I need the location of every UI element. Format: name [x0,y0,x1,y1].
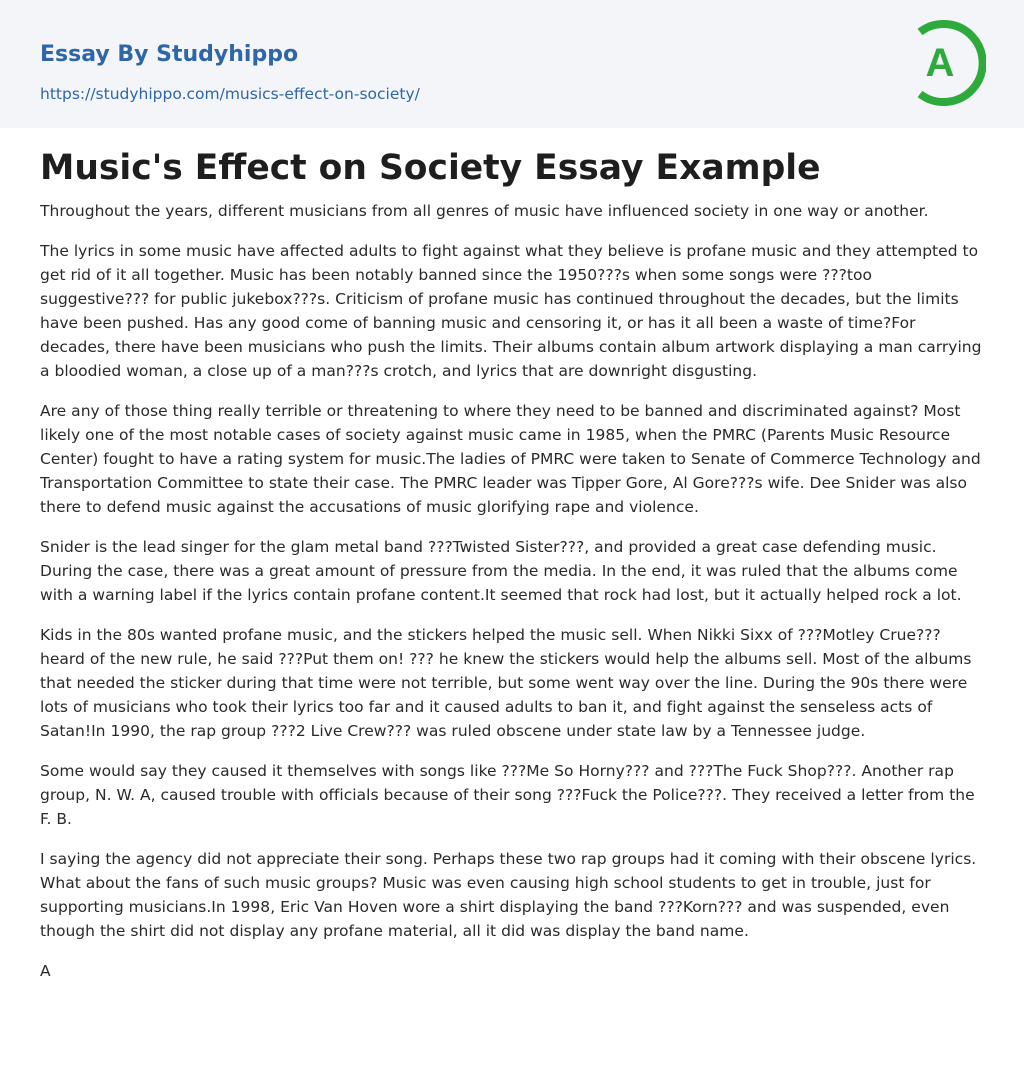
essay-paragraph: Some would say they caused it themselves with songs like ???Me So Horny??? and ???The Fuck Shop???. Another rap group, N. W. A, caused trouble with officials because of their song ???Fuck the Police???. They received a letter from the F. B. [40,762,975,828]
brand-title[interactable]: Essay By Studyhippo [40,42,299,67]
essay-paragraph: Snider is the lead singer for the glam metal band ???Twisted Sister???, and provided a great case defending music. During the case, there was a great amount of pressure from the media. In the end, it was ruled that the albums come with a warning label if the lyrics contain profane content.It seemed that rock had lost, but it actually helped rock a lot. [40,538,962,604]
essay-paragraph: I saying the agency did not appreciate their song. Perhaps these two rap groups had it coming with their obscene lyrics. What about the fans of such music groups? Music was even causing high school students to get in trouble, just for supporting musicians.In 1998, Eric Van Hoven wore a shirt displaying the band ???Korn??? and was suspended, even though the shirt did not display any profane material, all it did was display the band name. [40,850,977,940]
page-title: Music's Effect on Society Essay Example [40,148,821,188]
essay-paragraph: Are any of those thing really terrible or threatening to where they need to be banned and discriminated against? Most likely one of the most notable cases of society against music came in 1985, when the PMRC (Parents Music Resource Center) fought to have a rating system for music.The ladies of PMRC were taken to Senate of Commerce Technology and Transportation Committee to state their case. The PMRC leader was Tipper Gore, Al Gore???s wife. Dee Snider was also there to defend music against the accusations of music glorifying rape and violence. [40,402,981,516]
source-url-link[interactable]: https://studyhippo.com/musics-effect-on-society/ [40,85,420,103]
logo-letter: A [925,41,955,85]
essay-paragraph: A [40,962,51,980]
essay-paragraph: Kids in the 80s wanted profane music, and the stickers helped the music sell. When Nikki Sixx of ???Motley Crue??? heard of the new rule, he said ???Put them on! ??? he knew the stickers would help the albums sell. Most of the albums that needed the sticker during that time were not terrible, but some went way over the line. During the 90s there were lots of musicians who took their lyrics too far and it caused adults to ban it, and fight against the senseless acts of Satan!In 1990, the rap group ???2 Live Crew??? was ruled obscene under state law by a Tennessee judge. [40,626,972,740]
essay-body [40,146,984,999]
essay-paragraph: The lyrics in some music have affected adults to fight against what they believe is profane music and they attempted to get rid of it all together. Music has been notably banned since the 1950???s when some songs were ???too suggestive??? for public jukebox???s. Criticism of profane music has continued throughout the decades, but the limits have been pushed. Has any good come of banning music and censoring it, or has it all been a waste of time?For decades, there have been musicians who push the limits. Their albums contain album artwork displaying a man carrying a bloodied woman, a close up of a man???s crotch, and lyrics that are downright disgusting. [40,242,982,380]
studyhippo-logo-icon[interactable] [898,20,986,106]
essay-paragraph: Throughout the years, different musicians from all genres of music have influenced society in one way or another. [40,202,929,220]
site-header [0,0,1024,128]
